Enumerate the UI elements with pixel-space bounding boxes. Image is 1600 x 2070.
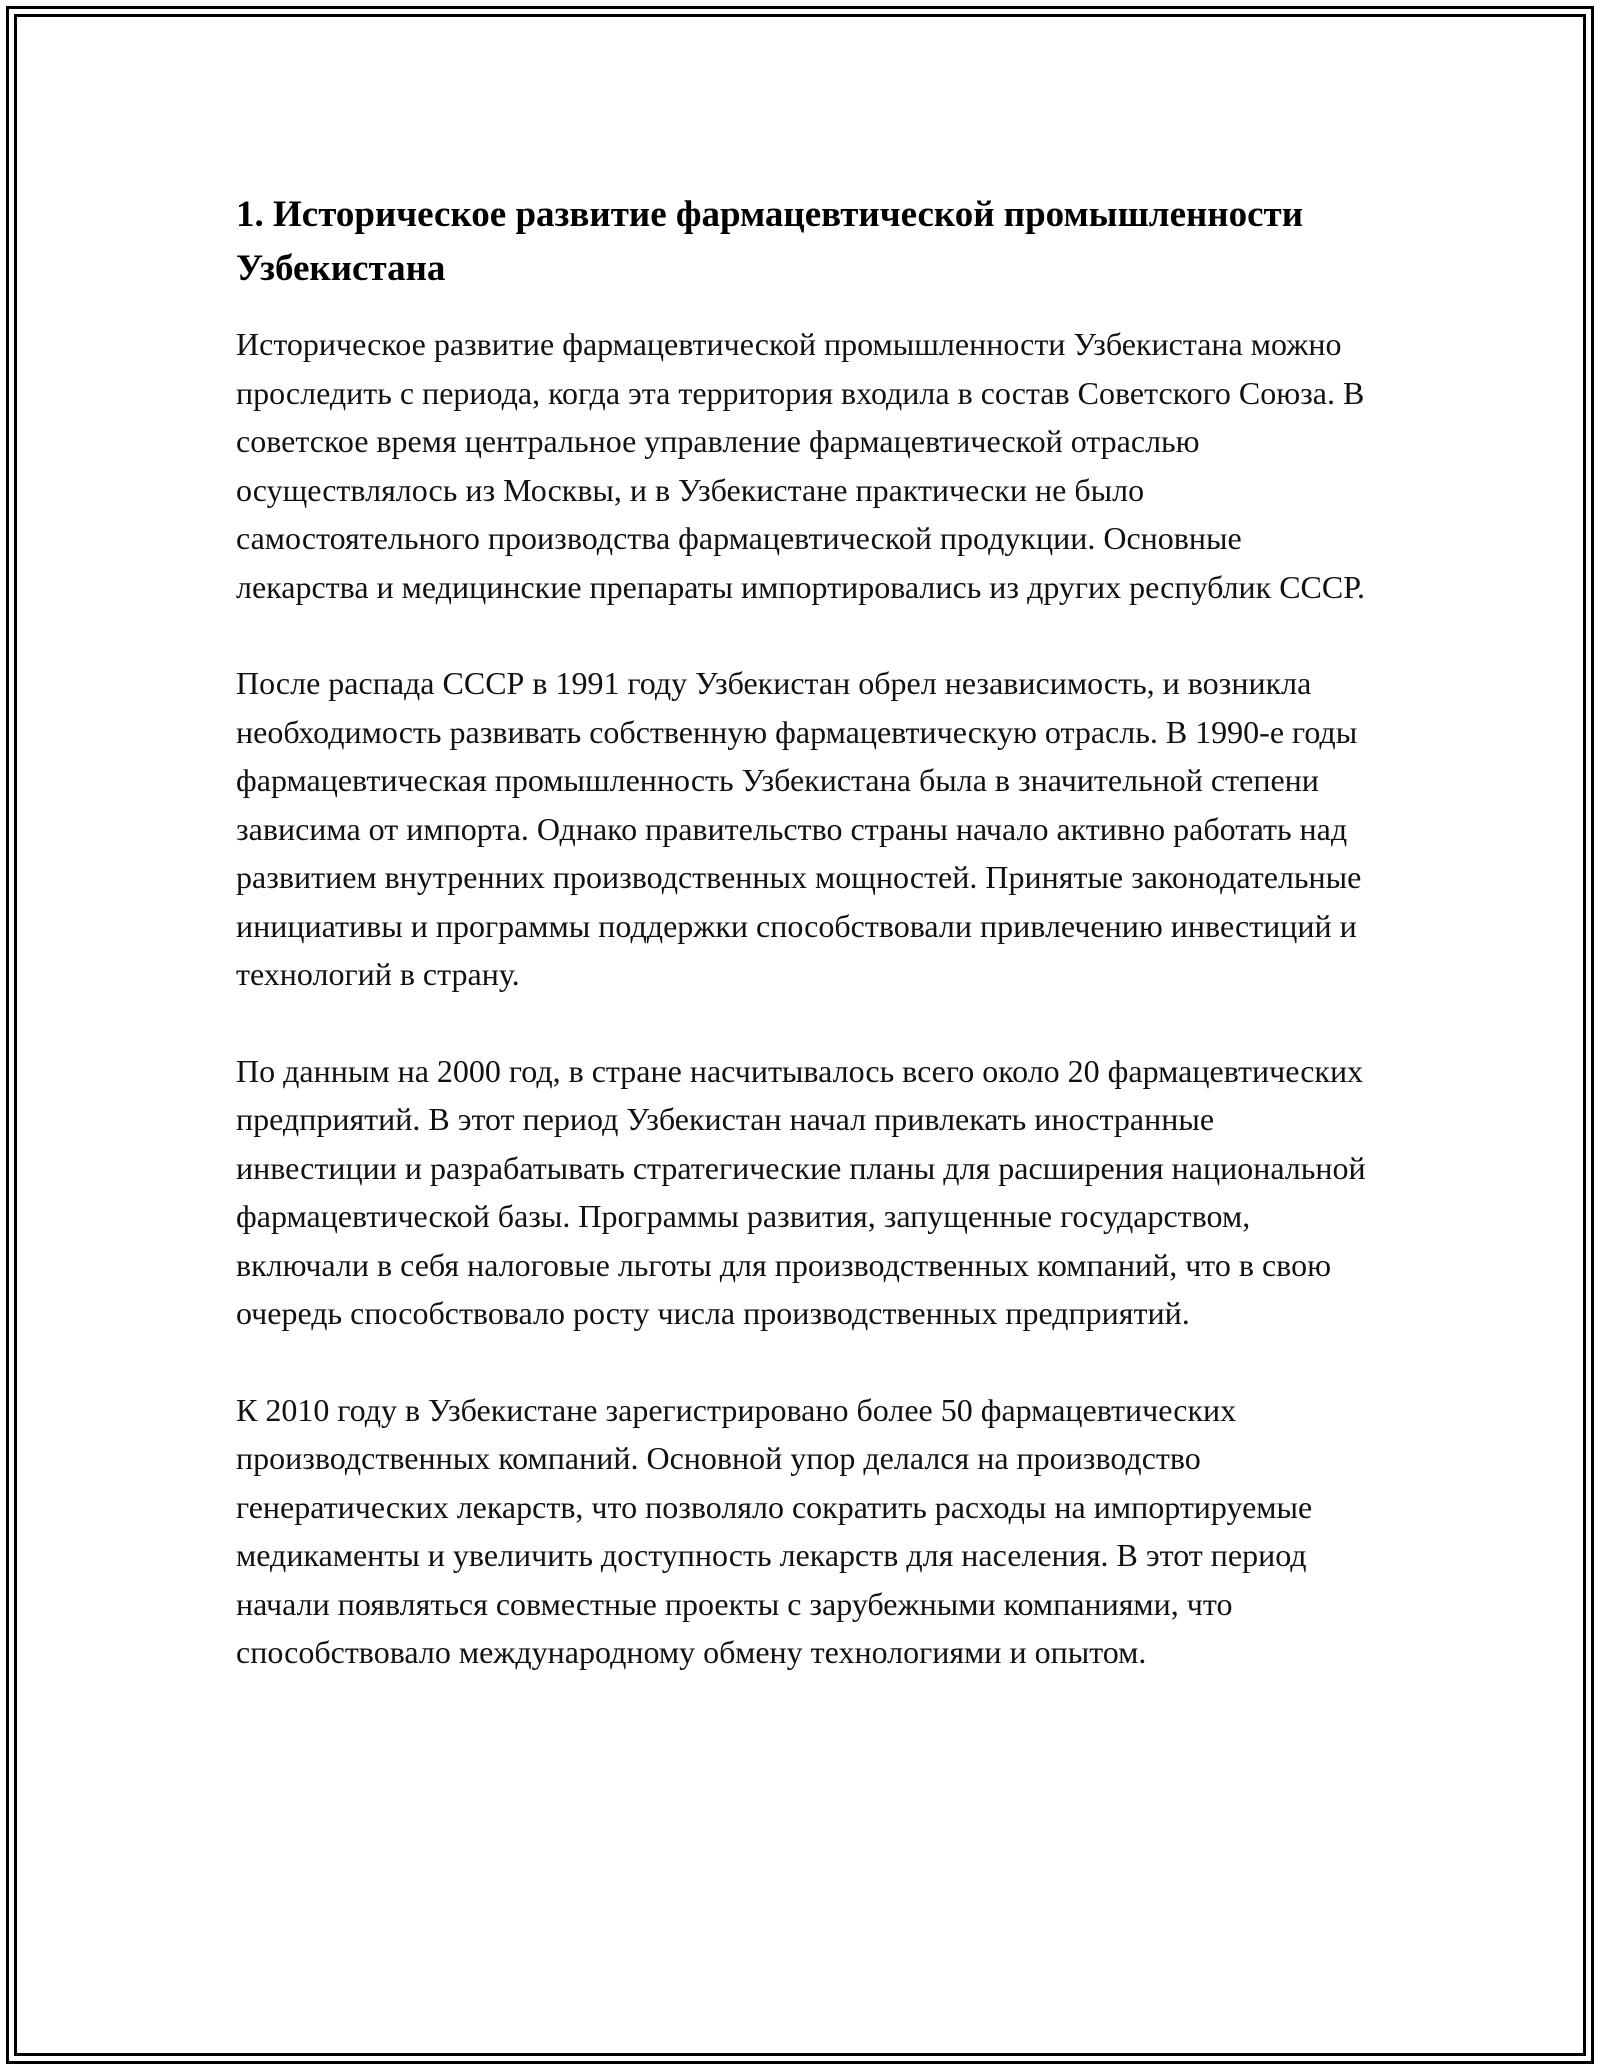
- paragraph-4: К 2010 году в Узбекистане зарегистрировано более 50 фармацевтических производственных компаний. Основной упор делался на производство генератических лекарств, что позволяло сократить расходы на импортируемые медикаменты и увеличить доступность лекарств для населения. В этот период начали появляться совместные проекты с зарубежными компаниями, что способствовало международному обмену технологиями и опытом.: [236, 1391, 1313, 1670]
- section-heading: 1. Историческое развитие фармацевтической промышленности Узбекистана: [236, 194, 1304, 289]
- paragraph-3: По данным на 2000 год, в стране насчитывалось всего около 20 фармацевтических предприятий. В этот период Узбекистан начал привлекать иностранные инвестиции и разрабатывать стратегические планы для расширения национальной фармацевтической базы. Программы развития, запущенные государством, включали в себя налоговые льготы для производственных компаний, что в свою очередь способствовало росту числа производственных предприятий.: [236, 1052, 1366, 1331]
- paragraph-1: Историческое развитие фармацевтической промышленности Узбекистана можно проследить с периода, когда эта территория входила в состав Советского Союза. В советское время центральное управление фармацевтической отраслью осуществлялось из Москвы, и в Узбекистане практически не было самостоятельного производства фармацевтической продукции. Основные лекарства и медицинские препараты импортировались из других республик СССР.: [236, 326, 1366, 605]
- paragraph-2: После распада СССР в 1991 году Узбекистан обрел независимость, и возникла необходимость развивать собственную фармацевтическую отрасль. В 1990-е годы фармацевтическая промышленность Узбекистана была в значительной степени зависима от импорта. Однако правительство страны начало активно работать над развитием внутренних производственных мощностей. Принятые законодательные инициативы и программы поддержки способствовали привлечению инвестиций и технологий в страну.: [236, 665, 1362, 992]
- document-body: [236, 188, 1376, 1725]
